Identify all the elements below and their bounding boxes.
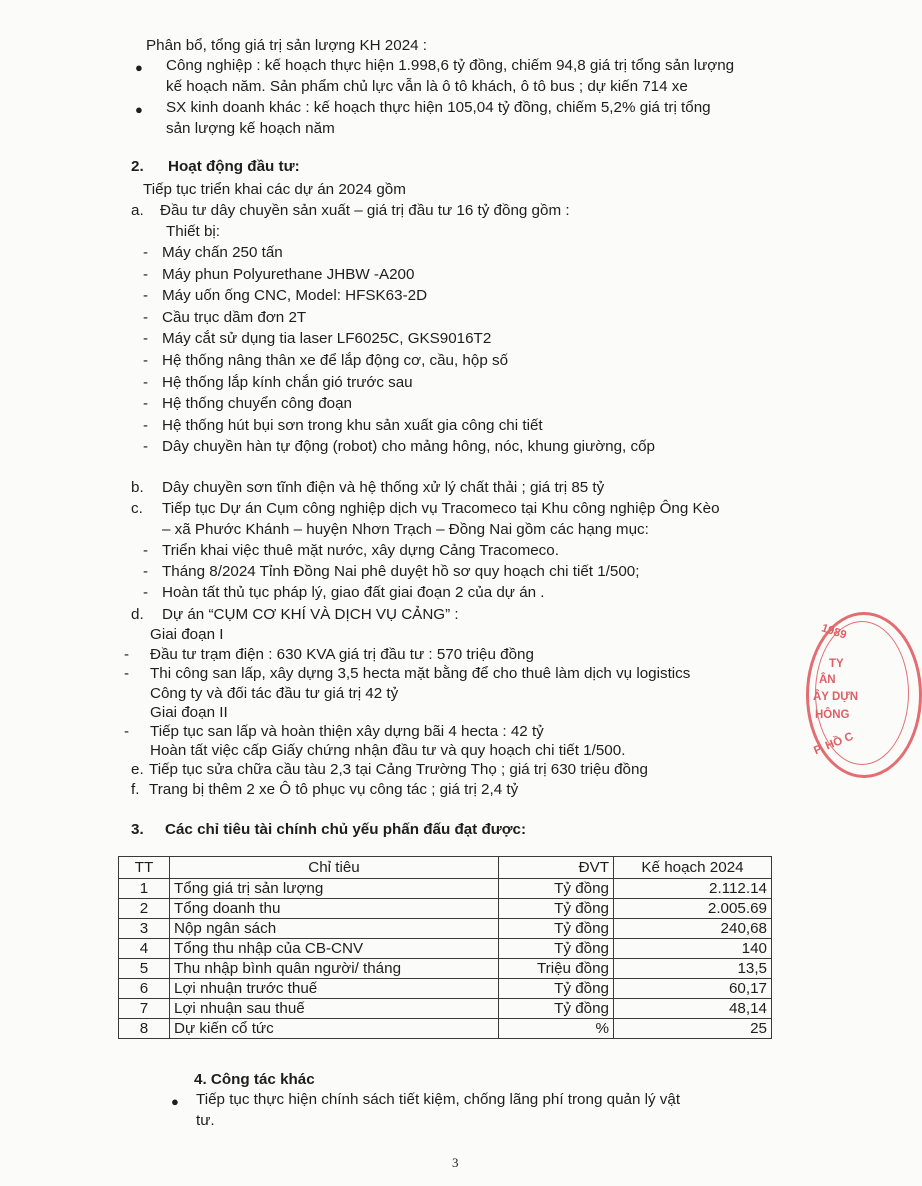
equipment-item: Hệ thống hút bụi sơn trong khu sản xuất gia công chi tiết (162, 416, 543, 434)
phase2-item1-cont: Hoàn tất việc cấp Giấy chứng nhận đầu tư và quy hoạch chi tiết 1/500. (150, 742, 626, 759)
dash-icon: - (143, 563, 149, 580)
bullet-icon: ● (135, 102, 143, 117)
equipment-item: Máy uốn ống CNC, Model: HFSK63-2D (162, 287, 428, 305)
equipment-item: Hệ thống chuyển công đoạn (162, 395, 352, 413)
table-header-row (119, 857, 772, 879)
bullet-other-line2: sản lượng kế hoạch năm (166, 120, 335, 137)
dash-icon: - (124, 665, 130, 682)
financial-targets-table (118, 856, 772, 1039)
equipment-item: Dây chuyền hàn tự động (robot) cho mảng hông, nóc, khung giường, cốp (162, 438, 655, 456)
dash-icon: - (143, 416, 149, 434)
dash-icon: - (124, 646, 130, 663)
item-c-label: c. (131, 500, 143, 517)
row-indicator: Tổng doanh thu (170, 899, 499, 919)
dash-icon: - (143, 244, 149, 261)
project-c-item: Hoàn tất thủ tục pháp lý, giao đất giai đoạn 2 của dự án . (162, 584, 545, 601)
project-c-item: Tháng 8/2024 Tỉnh Đồng Nai phê duyệt hồ sơ quy hoạch chi tiết 1/500; (162, 563, 640, 580)
section2-title: Hoạt động đầu tư: (168, 158, 300, 175)
stamp-text-5: P. HỒ C (812, 730, 856, 758)
phase1-item1: Đầu tư trạm điện : 630 KVA giá trị đầu tư : 570 triệu đồng (150, 646, 534, 663)
row-indicator: Lợi nhuận sau thuế (170, 999, 499, 1019)
row-unit: Tỷ đồng (499, 899, 614, 919)
phase2-item1: Tiếp tục san lấp và hoàn thiện xây dựng bãi 4 hecta : 42 tỷ (150, 723, 544, 740)
row-indicator: Thu nhập bình quân người/ tháng (170, 959, 499, 979)
item-a-text: Đầu tư dây chuyền sản xuất – giá trị đầu tư 16 tỷ đồng gồm : (160, 202, 570, 219)
table-row (119, 999, 772, 1019)
row-number: 4 (119, 939, 170, 959)
project-c-item: Triển khai việc thuê mặt nước, xây dựng Cảng Tracomeco. (162, 542, 559, 559)
row-plan-value: 240,68 (614, 919, 772, 939)
dash-icon: - (143, 373, 149, 391)
row-number: 5 (119, 959, 170, 979)
stamp-year: 1989 (819, 622, 848, 642)
phase1-item2-cont: Công ty và đối tác đầu tư giá trị 42 tỷ (150, 685, 399, 702)
phase2-label: Giai đoạn II (150, 704, 228, 721)
row-plan-value: 140 (614, 939, 772, 959)
item-b-label: b. (131, 479, 144, 496)
table-row (119, 939, 772, 959)
bullet-icon: ● (135, 60, 143, 75)
row-unit: % (499, 1019, 614, 1039)
item-a-label: a. (131, 202, 144, 219)
dash-icon: - (143, 330, 149, 348)
dash-icon: - (143, 542, 149, 559)
bullet-industry-line2: kế hoạch năm. Sản phẩm chủ lực vẫn là ô tô khách, ô tô bus ; dự kiến 714 xe (166, 78, 688, 95)
row-unit: Tỷ đồng (499, 999, 614, 1019)
stamp-text-4: HÔNG (815, 709, 850, 721)
header-plan-2024: Kế hoạch 2024 (614, 857, 772, 879)
row-indicator: Lợi nhuận trước thuế (170, 979, 499, 999)
section3-number: 3. (131, 821, 144, 838)
stamp-text-1: TY (829, 658, 844, 670)
row-plan-value: 2.112.14 (614, 879, 772, 899)
dash-icon: - (143, 438, 149, 456)
row-number: 7 (119, 999, 170, 1019)
table-row (119, 879, 772, 899)
section4-title: 4. Công tác khác (194, 1071, 315, 1088)
dash-icon: - (143, 352, 149, 369)
row-number: 6 (119, 979, 170, 999)
item-d-text: Dự án “CỤM CƠ KHÍ VÀ DỊCH VỤ CẢNG” : (162, 606, 459, 623)
row-indicator: Nộp ngân sách (170, 919, 499, 939)
dash-icon: - (143, 584, 149, 601)
equipment-item: Hệ thống nâng thân xe để lắp động cơ, cầu, hộp số (162, 352, 509, 369)
table-row (119, 979, 772, 999)
dash-icon: - (143, 308, 149, 326)
item-e-label: e. (131, 761, 144, 778)
row-plan-value: 48,14 (614, 999, 772, 1019)
equipment-item: Máy phun Polyurethane JHBW -A200 (162, 265, 415, 283)
row-number: 3 (119, 919, 170, 939)
equipment-item: Máy cắt sử dụng tia laser LF6025C, GKS9016T2 (162, 330, 492, 348)
section2-intro: Tiếp tục triển khai các dự án 2024 gồm (143, 181, 406, 198)
table-row (119, 919, 772, 939)
item-f-text: Trang bị thêm 2 xe Ô tô phục vụ công tác ; giá trị 2,4 tỷ (149, 781, 519, 798)
table-row (119, 959, 772, 979)
equipment-item: Máy chấn 250 tấn (162, 244, 283, 261)
bullet-industry-line1: Công nghiệp : kế hoạch thực hiện 1.998,6 tỷ đồng, chiếm 94,8 giá trị tổng sản lượng (166, 57, 735, 74)
dash-icon: - (124, 723, 130, 740)
row-number: 2 (119, 899, 170, 919)
row-number: 1 (119, 879, 170, 899)
item-c-line2: – xã Phước Khánh – huyện Nhơn Trạch – Đồng Nai gồm các hạng mục: (162, 521, 649, 538)
page-number: 3 (452, 1155, 459, 1170)
row-plan-value: 60,17 (614, 979, 772, 999)
allocation-heading: Phân bổ, tổng giá trị sản lượng KH 2024 : (146, 37, 428, 54)
row-number: 8 (119, 1019, 170, 1039)
row-unit: Triệu đồng (499, 959, 614, 979)
table-row (119, 899, 772, 919)
header-tt: TT (119, 857, 170, 879)
row-indicator: Tổng thu nhập của CB-CNV (170, 939, 499, 959)
item-b-text: Dây chuyền sơn tĩnh điện và hệ thống xử lý chất thải ; giá trị 85 tỷ (162, 479, 605, 496)
phase1-label: Giai đoạn I (150, 626, 224, 643)
header-indicator: Chỉ tiêu (170, 857, 499, 879)
item-f-label: f. (131, 781, 140, 798)
row-indicator: Dự kiến cổ tức (170, 1019, 499, 1039)
row-plan-value: 2.005.69 (614, 899, 772, 919)
stamp-text-3: ÂY DỰN (813, 691, 859, 703)
dash-icon: - (143, 287, 149, 305)
equipment-item: Hệ thống lắp kính chắn gió trước sau (162, 373, 413, 391)
section3-title: Các chỉ tiêu tài chính chủ yếu phấn đấu đạt được: (165, 821, 527, 838)
equipment-item: Cầu trục dầm đơn 2T (162, 308, 307, 326)
item-e-text: Tiếp tục sửa chữa cầu tàu 2,3 tại Cảng Trường Thọ ; giá trị 630 triệu đồng (149, 761, 648, 778)
header-unit: ĐVT (499, 857, 614, 879)
item-d-label: d. (131, 606, 144, 623)
company-seal-stamp (806, 612, 922, 778)
stamp-text-2: ÂN (819, 674, 836, 686)
table-row (119, 1019, 772, 1039)
equipment-label: Thiết bị: (166, 223, 221, 240)
phase1-item2: Thi công san lấp, xây dựng 3,5 hecta mặt bằng để cho thuê làm dịch vụ logistics (150, 665, 691, 682)
section2-number: 2. (131, 158, 144, 175)
row-unit: Tỷ đồng (499, 919, 614, 939)
item-c-line1: Tiếp tục Dự án Cụm công nghiệp dịch vụ Tracomeco tại Khu công nghiệp Ông Kèo (162, 500, 720, 517)
row-unit: Tỷ đồng (499, 879, 614, 899)
bullet-other-line1: SX kinh doanh khác : kế hoạch thực hiện 105,04 tỷ đồng, chiếm 5,2% giá trị tổng (166, 99, 711, 116)
row-plan-value: 13,5 (614, 959, 772, 979)
section4-bullet-line1: Tiếp tục thực hiện chính sách tiết kiệm, chống lãng phí trong quản lý vật (196, 1091, 681, 1108)
row-plan-value: 25 (614, 1019, 772, 1039)
row-indicator: Tổng giá trị sản lượng (170, 879, 499, 899)
row-unit: Tỷ đồng (499, 939, 614, 959)
row-unit: Tỷ đồng (499, 979, 614, 999)
dash-icon: - (143, 395, 149, 413)
bullet-icon: ● (171, 1094, 179, 1109)
dash-icon: - (143, 265, 149, 283)
section4-bullet-line2: tư. (196, 1112, 215, 1129)
